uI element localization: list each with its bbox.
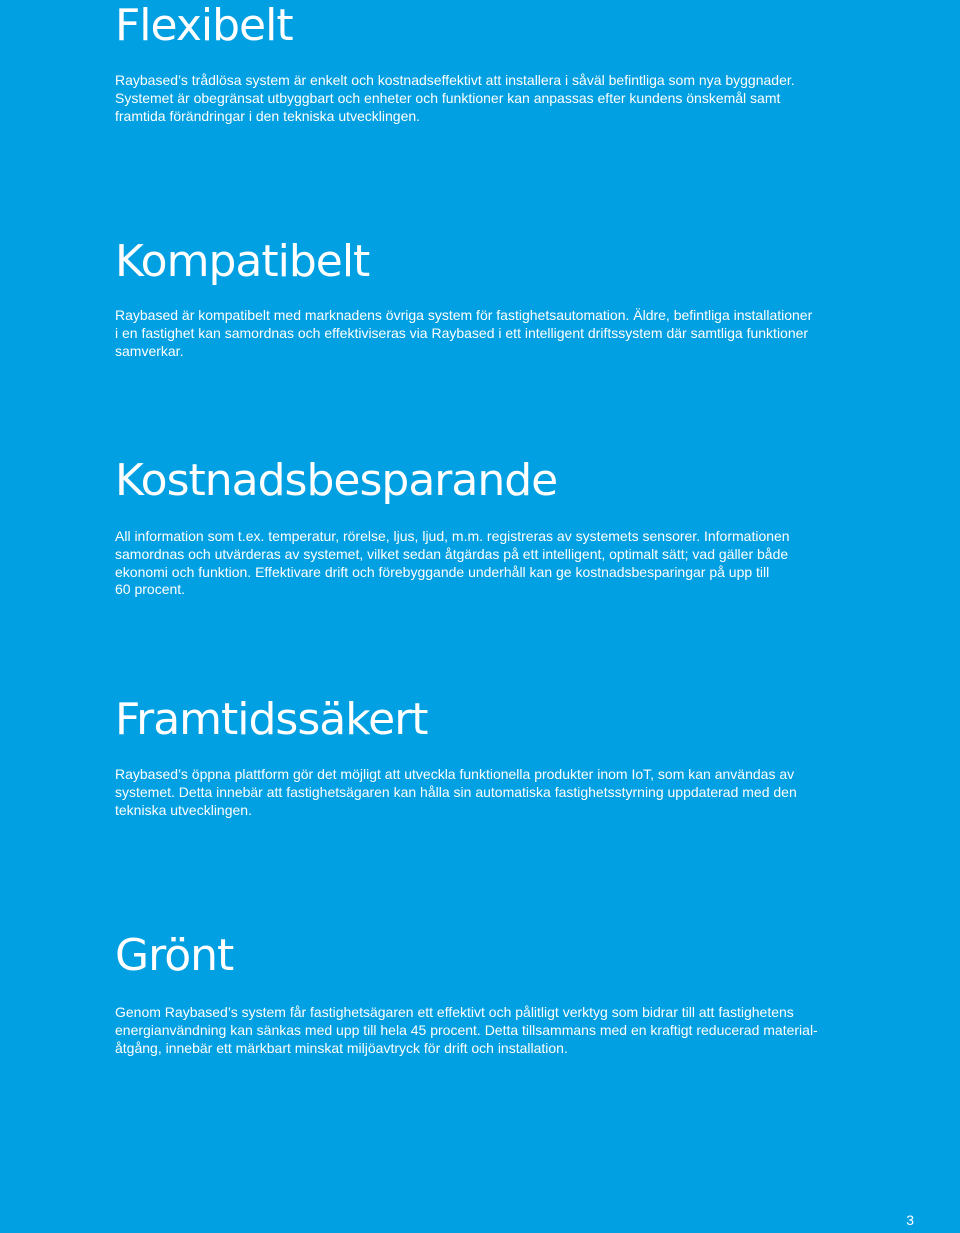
section-paragraph xyxy=(115,72,845,125)
paragraph-line: Raybased’s öppna plattform gör det möjligt att utveckla funktionella produkter inom IoT, som kan användas av xyxy=(115,766,795,782)
section-framtidssakert xyxy=(115,694,845,819)
section-heading: Grönt xyxy=(115,930,234,981)
section-paragraph xyxy=(115,766,845,819)
paragraph-line: åtgång, innebär ett märkbart minskat miljöavtryck för drift och installation. xyxy=(115,1039,568,1056)
paragraph-line: Genom Raybased’s system får fastighetsägaren ett effektivt och pålitligt verktyg som bidrar till att fastighetens xyxy=(115,1004,794,1020)
section-heading: Flexibelt xyxy=(115,0,293,51)
section-paragraph xyxy=(115,307,845,360)
paragraph-line: i en fastighet kan samordnas och effektiviseras via Raybased i ett intelligent driftssystem där samtliga funktioner xyxy=(115,324,809,341)
paragraph-line: All information som t.ex. temperatur, rörelse, ljus, ljud, m.m. registreras av systemets sensorer. Informationen xyxy=(115,528,790,544)
paragraph-line: energianvändning kan sänkas med upp till hela 45 procent. Detta tillsammans med en kraftigt reducerad material- xyxy=(115,1021,818,1038)
paragraph-line: Systemet är obegränsat utbyggbart och enheter och funktioner kan anpassas efter kundens önskemål samt xyxy=(115,89,781,106)
page-number: 3 xyxy=(906,1212,914,1228)
section-flexibelt xyxy=(115,0,845,125)
paragraph-line: ekonomi och funktion. Effektivare drift och förebyggande underhåll kan ge kostnadsbesparingar på upp till xyxy=(115,563,770,580)
section-heading: Kostnadsbesparande xyxy=(115,455,558,506)
paragraph-line: Raybased’s trådlösa system är enkelt och kostnadseffektivt att installera i såväl befintliga som nya byggnader. xyxy=(115,72,795,88)
section-heading: Framtidssäkert xyxy=(115,694,428,745)
paragraph-line: samverkar. xyxy=(115,342,184,359)
paragraph-line: tekniska utvecklingen. xyxy=(115,801,252,818)
paragraph-line: framtida förändringar i den tekniska utvecklingen. xyxy=(115,107,421,124)
paragraph-line: samordnas och utvärderas av systemet, vilket sedan åtgärdas på ett intelligent, optimalt sätt; vad gäller både xyxy=(115,545,789,562)
section-kompatibelt xyxy=(115,236,845,360)
section-kostnadsbesparande xyxy=(115,455,845,599)
section-gront xyxy=(115,930,845,1057)
paragraph-line: 60 procent. xyxy=(115,581,186,598)
section-paragraph xyxy=(115,528,845,599)
paragraph-line: Raybased är kompatibelt med marknadens övriga system för fastighetsautomation. Äldre, befintliga installationer xyxy=(115,307,813,323)
paragraph-line: systemet. Detta innebär att fastighetsägaren kan hålla sin automatiska fastighetsstyrning uppdaterad med den xyxy=(115,783,797,800)
section-heading: Kompatibelt xyxy=(115,236,370,287)
section-paragraph xyxy=(115,1004,845,1057)
